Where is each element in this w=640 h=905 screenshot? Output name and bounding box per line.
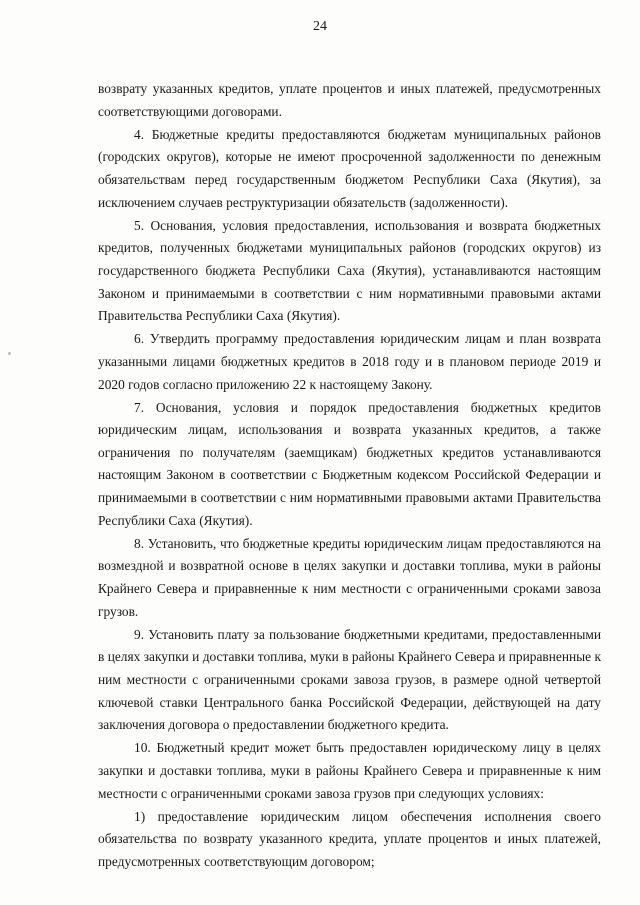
paragraph-10-item-1: 1) предоставление юридическим лицом обеспечения исполнения своего обязательства по возврату указанного кредита, уплате процентов и иных платежей, предусмотренных соответствующим договором; bbox=[98, 808, 601, 869]
paragraph-4: 4. Бюджетные кредиты предоставляются бюджетам муниципальных районов (городских округов), которые не имеют просроченной задолженности по денежным обязательствам перед государственным бюджетом Республики Саха (Якутия), за исключением случаев реструктуризации обязательств (задолженности). bbox=[98, 126, 601, 210]
paragraph-8: 8. Установить, что бюджетные кредиты юридическим лицам предоставляются на возмездной и возвратной основе в целях закупки и доставки топлива, муки в районы Крайнего Севера и приравненные к ним местности с ограниченными сроками завоза грузов. bbox=[98, 535, 601, 619]
paragraph-7: 7. Основания, условия и порядок предоставления бюджетных кредитов юридическим лицам, использования и возврата указанных кредитов, а также ограничения по получателям (заемщикам) бюджетных кредитов устанавливаются настоящим Законом в соответствии с Бюджетным кодексом Российской Федерации и принимаемыми в соответствии с ним нормативными правовыми актами Правительства Республики Саха (Якутия). bbox=[98, 399, 601, 528]
page-number: 24 bbox=[313, 19, 327, 34]
scan-mark bbox=[8, 352, 11, 355]
paragraph-9: 9. Установить плату за пользование бюджетными кредитами, предоставленными в целях закупки и доставки топлива, муки в районы Крайнего Севера и приравненные к ним местности с ограниченными сроками завоза грузов, в размере одной четвертой ключевой ставки Центрального банка Российской Федерации, действующей на дату заключения договора о предоставлении бюджетного кредита. bbox=[98, 626, 601, 733]
paragraph-continuation: возврату указанных кредитов, уплате процентов и иных платежей, предусмотренных соответствующими договорами. bbox=[98, 81, 601, 119]
document-body bbox=[98, 78, 601, 874]
paragraph-10: 10. Бюджетный кредит может быть предоставлен юридическому лицу в целях закупки и доставки топлива, муки в районы Крайнего Севера и приравненные к ним местности с ограниченными сроками завоза грузов при следующих условиях: bbox=[98, 740, 601, 801]
paragraph-6: 6. Утвердить программу предоставления юридическим лицам и план возврата указанными лицами бюджетных кредитов в 2018 году и в плановом периоде 2019 и 2020 годов согласно приложению 22 к настоящему Закону. bbox=[98, 331, 601, 392]
paragraph-5: 5. Основания, условия предоставления, использования и возврата бюджетных кредитов, полученных бюджетами муниципальных районов (городских округов) из государственного бюджета Республики Саха (Якутия), устанавливаются настоящим Законом и принимаемыми в соответствии с ним нормативными правовыми актами Правительства Республики Саха (Якутия). bbox=[98, 217, 601, 324]
